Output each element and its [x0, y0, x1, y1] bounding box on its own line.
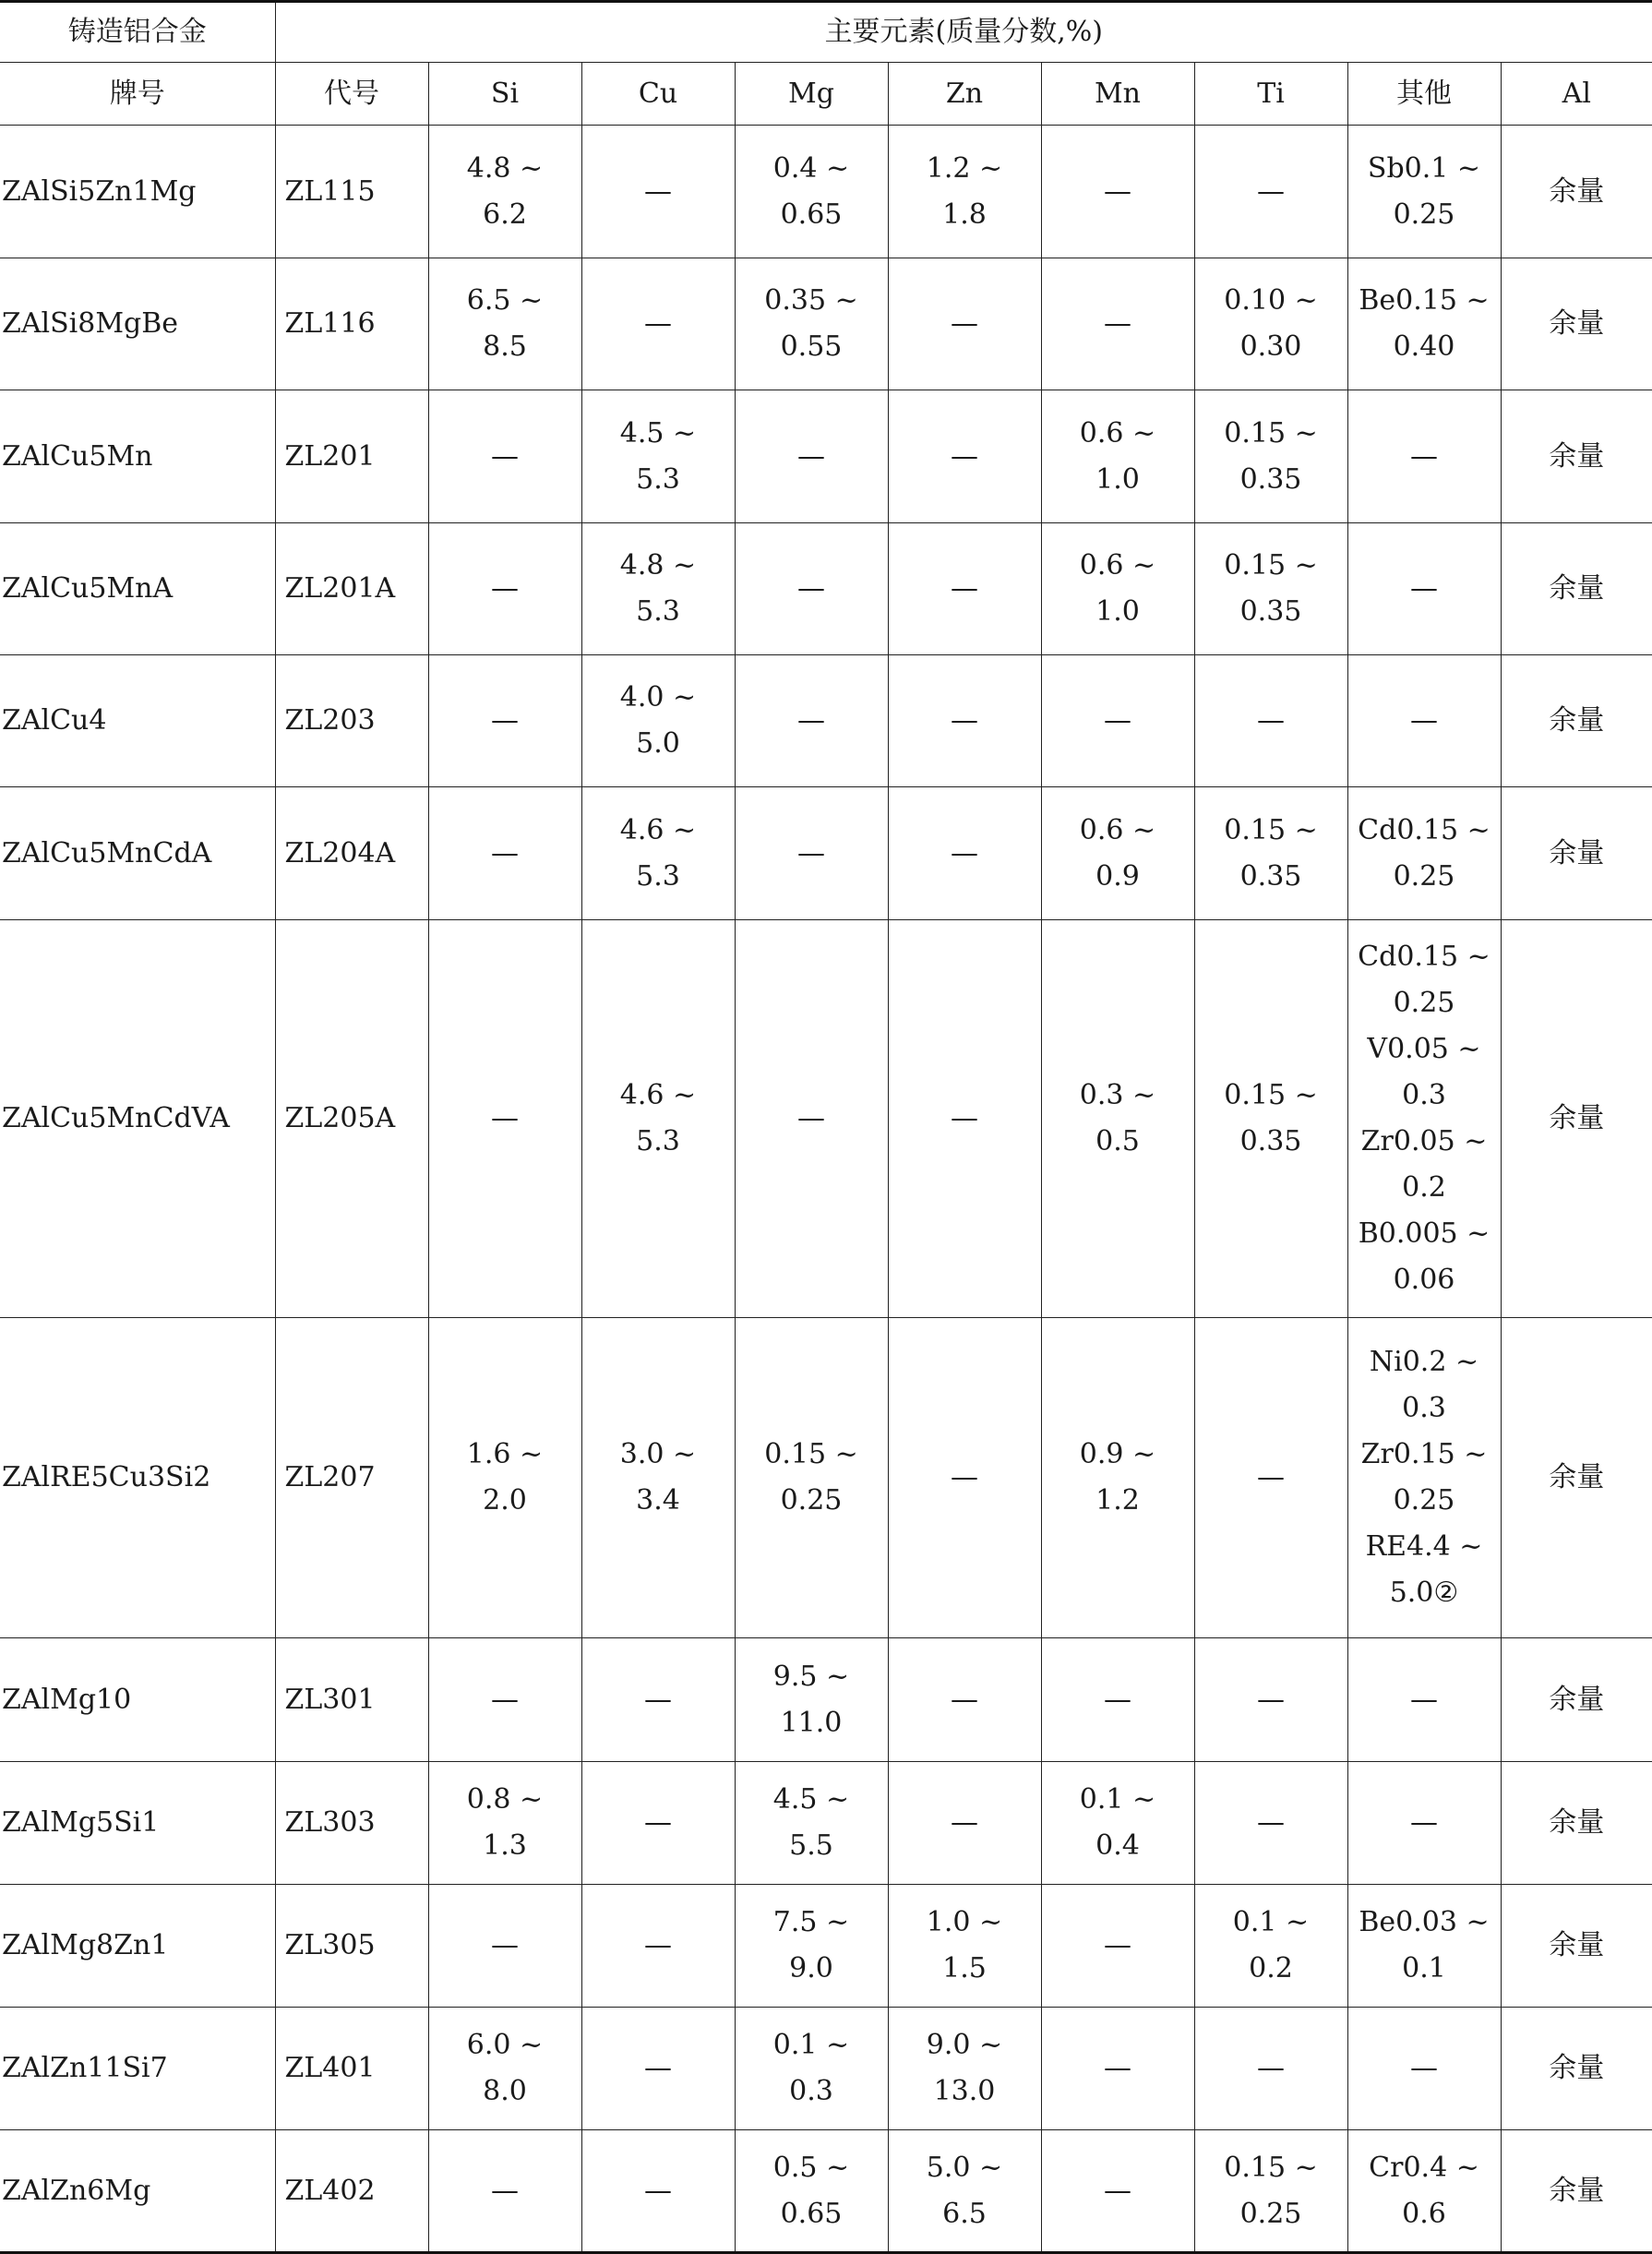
cell-value: ZL204A: [284, 836, 396, 869]
cell-value: —: [644, 307, 672, 340]
cell-value: —: [1410, 704, 1438, 737]
cell-value: 余量: [1549, 307, 1605, 340]
cell-value: 0.1 ~ 0.4: [1079, 1783, 1156, 1862]
cell-value: —: [1257, 174, 1285, 208]
cell-cu: [581, 1885, 735, 2008]
cell-si: [428, 2130, 581, 2253]
cell-zn: [888, 523, 1041, 655]
cell-value: —: [1410, 439, 1438, 473]
cell-grade: [0, 920, 275, 1318]
cell-al: [1501, 258, 1652, 390]
cell-other: [1347, 1318, 1501, 1638]
cell-value: 0.15 ~ 0.25: [764, 1438, 858, 1517]
column-header-mn: Mn: [1041, 63, 1194, 126]
cell-value: 余量: [1549, 572, 1605, 605]
cell-value: 3.0 ~ 3.4: [619, 1438, 697, 1517]
cell-si: [428, 523, 581, 655]
cell-value: 余量: [1549, 2174, 1605, 2207]
cell-mg: [735, 1885, 888, 2008]
cell-grade: [0, 126, 275, 258]
cell-grade: [0, 787, 275, 920]
cell-value: —: [644, 1683, 672, 1716]
cell-value: 0.35 ~ 0.55: [764, 284, 858, 363]
cell-cu: [581, 390, 735, 523]
cell-value: ZL303: [284, 1806, 376, 1839]
cell-value: 余量: [1549, 704, 1605, 737]
cell-value: —: [1257, 704, 1285, 737]
cell-value: ZL201: [284, 439, 376, 473]
column-header-al: Al: [1501, 63, 1652, 126]
cell-value: —: [1104, 704, 1131, 737]
cell-value: 0.6 ~ 1.0: [1079, 549, 1156, 628]
cell-value: 4.6 ~ 5.3: [619, 813, 697, 893]
cell-value: —: [491, 1102, 519, 1134]
cell-value: 余量: [1549, 836, 1605, 869]
cell-value: —: [951, 1461, 978, 1493]
cell-value: Cd0.15 ~ 0.25: [1358, 813, 1490, 893]
cell-value: ZAlRE5Cu3Si2: [2, 1461, 211, 1493]
cell-value: 0.15 ~ 0.35: [1224, 549, 1318, 628]
cell-si: [428, 655, 581, 787]
cell-si: [428, 787, 581, 920]
cell-value: ZAlCu5MnCdVA: [2, 1102, 230, 1134]
cell-value: ZL305: [284, 1929, 376, 1961]
cell-mg: [735, 920, 888, 1318]
cell-mn: [1041, 2130, 1194, 2253]
cell-other: [1347, 1762, 1501, 1885]
cell-zn: [888, 655, 1041, 787]
cell-zn: [888, 126, 1041, 258]
table-row: [0, 787, 1652, 920]
cell-code: [275, 1762, 428, 1885]
cell-value: —: [1104, 2174, 1131, 2207]
cell-mn: [1041, 1318, 1194, 1638]
cell-al: [1501, 2008, 1652, 2130]
cell-value: —: [491, 1929, 519, 1961]
cell-value: 7.5 ~ 9.0: [772, 1906, 850, 1984]
cell-si: [428, 1638, 581, 1762]
cell-value: ZAlMg8Zn1: [2, 1929, 169, 1961]
table-row: [0, 1638, 1652, 1762]
cell-value: ZAlMg5Si1: [2, 1806, 160, 1839]
cell-value: —: [1410, 572, 1438, 605]
cell-mg: [735, 258, 888, 390]
cell-value: —: [951, 836, 978, 869]
cell-zn: [888, 1638, 1041, 1762]
cell-value: —: [951, 704, 978, 737]
cell-value: 余量: [1549, 174, 1605, 208]
cell-mg: [735, 655, 888, 787]
cell-value: 0.15 ~ 0.35: [1224, 416, 1318, 496]
cell-value: 1.2 ~ 1.8: [926, 151, 1003, 231]
cell-other: [1347, 655, 1501, 787]
cell-value: —: [491, 439, 519, 473]
cell-value: —: [491, 2174, 519, 2207]
cell-other: [1347, 523, 1501, 655]
cell-value: 余量: [1549, 1102, 1605, 1134]
column-header-cu: Cu: [581, 63, 735, 126]
cell-value: 0.15 ~ 0.35: [1224, 813, 1318, 893]
cell-mg: [735, 2008, 888, 2130]
header-columns-row: [0, 63, 1652, 126]
cell-si: [428, 390, 581, 523]
cell-value: Be0.03 ~ 0.1: [1359, 1906, 1490, 1984]
cell-al: [1501, 523, 1652, 655]
cell-ti: [1194, 1638, 1347, 1762]
cell-value: 1.0 ~ 1.5: [926, 1906, 1003, 1984]
cell-grade: [0, 2008, 275, 2130]
cell-ti: [1194, 523, 1347, 655]
cell-si: [428, 126, 581, 258]
cell-si: [428, 258, 581, 390]
cell-grade: [0, 1638, 275, 1762]
cell-value: 0.6 ~ 1.0: [1079, 416, 1156, 496]
cell-ti: [1194, 258, 1347, 390]
cell-value: —: [951, 307, 978, 340]
cell-value: 余量: [1549, 1806, 1605, 1839]
cell-other: [1347, 258, 1501, 390]
cell-value: —: [644, 2052, 672, 2084]
cell-value: 9.0 ~ 13.0: [926, 2029, 1003, 2107]
cell-code: [275, 1885, 428, 2008]
cell-other: [1347, 787, 1501, 920]
column-header-grade: 牌号: [0, 63, 275, 126]
cell-value: —: [797, 836, 825, 869]
cell-value: —: [644, 2174, 672, 2207]
cell-grade: [0, 523, 275, 655]
cell-value: —: [951, 1683, 978, 1716]
cell-value: —: [1104, 1683, 1131, 1716]
table-row: [0, 1885, 1652, 2008]
cell-code: [275, 1318, 428, 1638]
cell-mg: [735, 1318, 888, 1638]
cell-value: ZAlCu5MnA: [2, 572, 174, 605]
cell-value: ZAlSi8MgBe: [2, 307, 179, 340]
cell-value: ZAlCu5Mn: [2, 439, 153, 473]
cell-ti: [1194, 1762, 1347, 1885]
cell-grade: [0, 1762, 275, 1885]
cell-mn: [1041, 126, 1194, 258]
cell-cu: [581, 2130, 735, 2253]
header-cast-aluminum-alloy: 铸造铝合金: [0, 2, 275, 63]
table-row: [0, 920, 1652, 1318]
cell-mn: [1041, 920, 1194, 1318]
cell-code: [275, 2008, 428, 2130]
cell-al: [1501, 1638, 1652, 1762]
cell-other: [1347, 1885, 1501, 2008]
column-header-other: 其他: [1347, 63, 1501, 126]
cell-mn: [1041, 787, 1194, 920]
cell-other: [1347, 920, 1501, 1318]
table-row: [0, 258, 1652, 390]
column-header-zn: Zn: [888, 63, 1041, 126]
cell-value: —: [491, 836, 519, 869]
cell-code: [275, 258, 428, 390]
cell-si: [428, 1762, 581, 1885]
column-header-mg: Mg: [735, 63, 888, 126]
cell-ti: [1194, 126, 1347, 258]
cell-value: 9.5 ~ 11.0: [772, 1660, 850, 1739]
cell-value: —: [1257, 1806, 1285, 1839]
cell-value: Cd0.15 ~ 0.25 V0.05 ~ 0.3 Zr0.05 ~ 0.2 B0.005 ~ 0.06: [1358, 941, 1490, 1296]
cell-ti: [1194, 2008, 1347, 2130]
cell-value: —: [797, 704, 825, 737]
cell-value: 4.5 ~ 5.5: [772, 1783, 850, 1862]
cell-value: ZL201A: [284, 572, 396, 605]
cell-zn: [888, 1885, 1041, 2008]
cell-ti: [1194, 920, 1347, 1318]
cell-value: —: [1257, 2052, 1285, 2084]
cell-ti: [1194, 1318, 1347, 1638]
cell-cu: [581, 1638, 735, 1762]
cell-al: [1501, 126, 1652, 258]
cell-si: [428, 1318, 581, 1638]
cell-mn: [1041, 523, 1194, 655]
cell-zn: [888, 258, 1041, 390]
cell-other: [1347, 2008, 1501, 2130]
cell-value: —: [644, 1929, 672, 1961]
cell-zn: [888, 1318, 1041, 1638]
cell-value: —: [491, 572, 519, 605]
cell-code: [275, 920, 428, 1318]
cell-value: —: [1410, 1806, 1438, 1839]
cell-cu: [581, 787, 735, 920]
cell-grade: [0, 258, 275, 390]
cell-code: [275, 390, 428, 523]
cell-value: ZL115: [284, 174, 376, 208]
cell-value: ZL401: [284, 2052, 376, 2084]
cell-value: Ni0.2 ~ 0.3 Zr0.15 ~ 0.25 RE4.4 ~ 5.0②: [1360, 1346, 1488, 1609]
cell-value: ZAlZn6Mg: [2, 2174, 151, 2207]
cell-value: —: [491, 1683, 519, 1716]
cell-zn: [888, 2008, 1041, 2130]
cell-mn: [1041, 258, 1194, 390]
cell-ti: [1194, 1885, 1347, 2008]
table-row: [0, 1762, 1652, 1885]
cell-grade: [0, 2130, 275, 2253]
cell-ti: [1194, 2130, 1347, 2253]
cell-value: ZAlSi5Zn1Mg: [2, 174, 197, 208]
cell-value: 0.9 ~ 1.2: [1079, 1438, 1156, 1517]
column-header-ti: Ti: [1194, 63, 1347, 126]
cell-mg: [735, 390, 888, 523]
cell-code: [275, 655, 428, 787]
cell-value: 4.5 ~ 5.3: [619, 416, 697, 496]
cell-other: [1347, 1638, 1501, 1762]
cell-mn: [1041, 655, 1194, 787]
cell-value: —: [491, 704, 519, 737]
cell-value: 0.10 ~ 0.30: [1224, 284, 1318, 363]
cell-other: [1347, 390, 1501, 523]
cell-grade: [0, 1885, 275, 2008]
cell-code: [275, 787, 428, 920]
cell-value: 余量: [1549, 1683, 1605, 1716]
cell-ti: [1194, 390, 1347, 523]
cell-zn: [888, 787, 1041, 920]
cell-code: [275, 126, 428, 258]
cell-value: 0.4 ~ 0.65: [772, 151, 850, 231]
cell-cu: [581, 258, 735, 390]
table-row: [0, 655, 1652, 787]
cell-al: [1501, 2130, 1652, 2253]
cell-code: [275, 2130, 428, 2253]
cell-mn: [1041, 1885, 1194, 2008]
column-header-code: 代号: [275, 63, 428, 126]
cell-value: —: [644, 1806, 672, 1839]
cell-value: 0.5 ~ 0.65: [772, 2151, 850, 2230]
cell-value: 余量: [1549, 1929, 1605, 1961]
cell-al: [1501, 655, 1652, 787]
cell-value: 0.15 ~ 0.35: [1224, 1079, 1318, 1157]
table-row: [0, 2008, 1652, 2130]
cell-al: [1501, 1762, 1652, 1885]
cell-al: [1501, 1885, 1652, 2008]
cell-value: —: [797, 439, 825, 473]
cell-al: [1501, 920, 1652, 1318]
cell-value: 余量: [1549, 2052, 1605, 2084]
table-row: [0, 2130, 1652, 2253]
cell-al: [1501, 787, 1652, 920]
cell-cu: [581, 920, 735, 1318]
cell-value: ZAlCu4: [2, 704, 107, 737]
cell-ti: [1194, 787, 1347, 920]
cell-value: 1.6 ~ 2.0: [466, 1438, 544, 1517]
cell-al: [1501, 1318, 1652, 1638]
cell-grade: [0, 1318, 275, 1638]
cell-value: —: [797, 1102, 825, 1134]
cell-value: —: [1410, 1683, 1438, 1716]
cell-zn: [888, 2130, 1041, 2253]
cell-value: ZL301: [284, 1683, 376, 1716]
cell-value: 0.15 ~ 0.25: [1224, 2151, 1318, 2230]
table-row: [0, 390, 1652, 523]
cell-value: —: [1257, 1461, 1285, 1493]
cell-value: 余量: [1549, 1461, 1605, 1493]
cell-value: —: [1104, 2052, 1131, 2084]
cell-grade: [0, 390, 275, 523]
cell-mg: [735, 1762, 888, 1885]
cell-al: [1501, 390, 1652, 523]
cell-value: ZL116: [284, 307, 376, 340]
cell-cu: [581, 1318, 735, 1638]
cell-si: [428, 920, 581, 1318]
cell-mg: [735, 787, 888, 920]
cell-value: —: [1257, 1683, 1285, 1716]
cell-value: 4.6 ~ 5.3: [619, 1079, 697, 1157]
cell-value: 5.0 ~ 6.5: [926, 2151, 1003, 2230]
cell-cu: [581, 1762, 735, 1885]
cell-other: [1347, 126, 1501, 258]
cell-value: 4.0 ~ 5.0: [619, 681, 697, 760]
cell-value: —: [1104, 1929, 1131, 1961]
cell-value: 0.3 ~ 0.5: [1079, 1079, 1156, 1157]
cell-value: Be0.15 ~ 0.40: [1359, 284, 1490, 363]
cell-mg: [735, 1638, 888, 1762]
cell-value: —: [951, 572, 978, 605]
cell-mn: [1041, 390, 1194, 523]
cell-value: —: [644, 174, 672, 208]
table-row: [0, 126, 1652, 258]
cell-value: ZL205A: [284, 1102, 396, 1134]
cell-value: ZAlCu5MnCdA: [2, 836, 212, 869]
cell-mg: [735, 126, 888, 258]
cell-value: —: [1104, 307, 1131, 340]
cell-si: [428, 1885, 581, 2008]
cell-code: [275, 1638, 428, 1762]
cell-cu: [581, 126, 735, 258]
cell-value: 4.8 ~ 5.3: [619, 549, 697, 628]
cell-value: ZAlMg10: [2, 1683, 132, 1716]
cell-zn: [888, 920, 1041, 1318]
cell-value: 0.1 ~ 0.2: [1232, 1906, 1310, 1984]
cell-zn: [888, 1762, 1041, 1885]
cell-cu: [581, 523, 735, 655]
cell-mg: [735, 523, 888, 655]
cell-value: —: [1104, 174, 1131, 208]
header-group-row: [0, 2, 1652, 63]
cell-value: —: [797, 572, 825, 605]
cell-si: [428, 2008, 581, 2130]
cell-mn: [1041, 1762, 1194, 1885]
cell-value: Sb0.1 ~ 0.25: [1367, 151, 1481, 231]
header-main-elements: 主要元素(质量分数,%): [275, 2, 1652, 63]
cell-grade: [0, 655, 275, 787]
cell-code: [275, 523, 428, 655]
cell-value: 余量: [1549, 439, 1605, 473]
cell-value: 0.8 ~ 1.3: [466, 1783, 544, 1862]
cell-value: 0.6 ~ 0.9: [1079, 813, 1156, 893]
cell-mg: [735, 2130, 888, 2253]
cell-value: —: [951, 439, 978, 473]
table-row: [0, 523, 1652, 655]
cell-zn: [888, 390, 1041, 523]
cell-value: 0.1 ~ 0.3: [772, 2029, 850, 2107]
table-row: [0, 1318, 1652, 1638]
cell-value: —: [1410, 2052, 1438, 2084]
cell-cu: [581, 2008, 735, 2130]
cell-value: Cr0.4 ~ 0.6: [1369, 2151, 1479, 2230]
cell-value: —: [951, 1806, 978, 1839]
cell-value: ZL402: [284, 2174, 376, 2207]
cell-value: —: [951, 1102, 978, 1134]
cell-value: 6.0 ~ 8.0: [466, 2029, 544, 2107]
cell-ti: [1194, 655, 1347, 787]
cell-cu: [581, 655, 735, 787]
cell-mn: [1041, 2008, 1194, 2130]
column-header-si: Si: [428, 63, 581, 126]
cell-other: [1347, 2130, 1501, 2253]
cell-value: ZL203: [284, 704, 376, 737]
cell-value: 6.5 ~ 8.5: [466, 284, 544, 363]
cell-value: 4.8 ~ 6.2: [466, 151, 544, 231]
cell-value: ZL207: [284, 1461, 376, 1493]
cell-value: ZAlZn11Si7: [2, 2052, 168, 2084]
cell-mn: [1041, 1638, 1194, 1762]
